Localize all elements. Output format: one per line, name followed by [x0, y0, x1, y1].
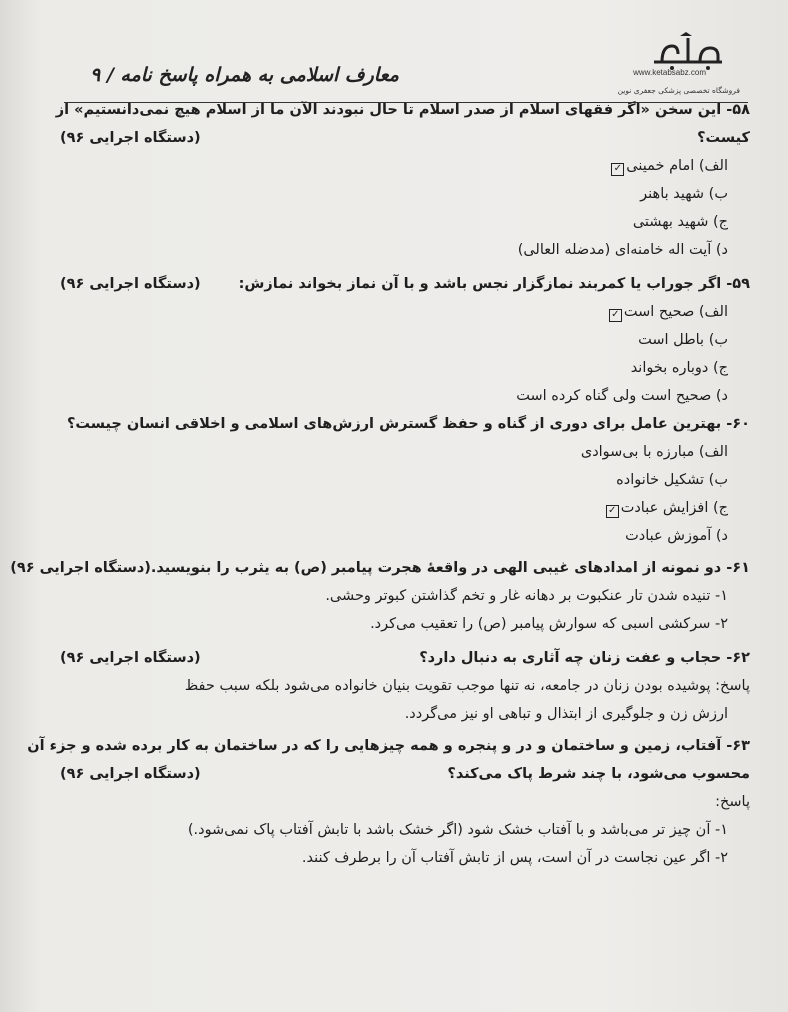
q58-option-b: ب) شهید باهنر [640, 186, 728, 202]
q58-option-d: د) آیت اله خامنه‌ای (مدضله العالی) [517, 242, 728, 258]
q59-option-d: د) صحیح است ولی گناه کرده است [516, 388, 728, 404]
q60-option-d: د) آموزش عبادت [625, 528, 728, 544]
question-63-line-2 [60, 760, 750, 788]
option-label: الف) امام خمینی [626, 158, 728, 174]
question-62 [60, 644, 750, 672]
checkmark-icon: ✓ [609, 309, 622, 322]
question-58-line-2 [60, 124, 750, 152]
question-63-source: (دستگاه اجرایی ۹۶) [60, 766, 201, 782]
question-58-line-1: ۵۸- این سخن «اگر فقهای اسلام از صدر اسلام تا حال نبودند الآن ما از اسلام هیچ نمی‌دانستیم» از [55, 102, 750, 118]
question-59-text: ۵۹- اگر جوراب یا کمربند نمازگزار نجس باشد و با آن نماز بخواند نمازش: [238, 276, 750, 292]
q63-answer-2: ۲- اگر عین نجاست در آن است، پس از تابش آفتاب آن را برطرف کنند. [301, 850, 728, 866]
question-58-text: کیست؟ [697, 130, 750, 146]
option-label: ج) افزایش عبادت [620, 500, 728, 516]
q60-option-b: ب) تشکیل خانواده [616, 472, 728, 488]
q63-answer-label: پاسخ: [715, 794, 750, 810]
logo-emblem-icon [648, 32, 728, 72]
q59-option-c: ج) دوباره بخواند [630, 360, 728, 376]
q61-answer-1: ۱- تنیده شدن تار عنکبوت بر دهانه غار و تخم گذاشتن کبوتر وحشی. [325, 588, 728, 604]
question-59 [60, 270, 750, 298]
question-61-text: ۶۱- دو نمونه از امدادهای غیبی الهی در واقعهٔ هجرت پیامبر (ص) به یثرب را بنویسید.(دستگاه اجرایی ۹۶) [10, 560, 750, 576]
logo-tagline: فروشگاه تخصصی پزشکی جعفری نوین [617, 86, 740, 95]
question-63-text: محسوب می‌شود، با چند شرط پاک می‌کند؟ [447, 766, 750, 782]
option-label: الف) صحیح است [623, 304, 728, 320]
q63-answer-1: ۱- آن چیز تر می‌باشد و با آفتاب خشک شود (اگر خشک باشد با تابش آفتاب پاک نمی‌شود.) [187, 822, 728, 838]
page-content [10, 96, 750, 872]
page-header [40, 20, 758, 100]
q58-option-a [60, 152, 750, 180]
question-58-source: (دستگاه اجرایی ۹۶) [60, 130, 201, 146]
q62-answer-line-2: ارزش زن و جلوگیری از ابتذال و تباهی او نیز می‌گردد. [404, 706, 728, 722]
question-62-text: ۶۲- حجاب و عفت زنان چه آثاری به دنبال دارد؟ [419, 650, 750, 666]
q60-option-a: الف) مبارزه با بی‌سوادی [580, 444, 728, 460]
question-60-text: ۶۰- بهترین عامل برای دوری از گناه و حفظ گسترش ارزش‌های اسلامی و اخلاقی انسان چیست؟ [66, 416, 750, 432]
publisher-logo [617, 28, 740, 95]
q61-answer-2: ۲- سرکشی اسبی که سوارش پیامبر (ص) را تعقیب می‌کرد. [370, 616, 728, 632]
q59-option-a [60, 298, 750, 326]
running-title: معارف اسلامی به همراه پاسخ نامه / ۹ [90, 64, 399, 86]
checkmark-icon: ✓ [611, 163, 624, 176]
checkmark-icon: ✓ [606, 505, 619, 518]
question-63-line-1: ۶۳- آفتاب، زمین و ساختمان و در و پنجره و همه چیزهایی را که در ساختمان به کار برده شده و جزء آن [27, 738, 750, 754]
q60-option-c [60, 494, 750, 522]
question-59-source: (دستگاه اجرایی ۹۶) [60, 276, 201, 292]
q62-answer-line-1: پاسخ: پوشیده بودن زنان در جامعه، نه تنها موجب تقویت بنیان خانواده می‌شود بلکه سبب حفظ [184, 678, 750, 694]
logo-url: www.ketabsabz.com [633, 68, 706, 77]
q59-option-b: ب) باطل است [638, 332, 728, 348]
question-62-source: (دستگاه اجرایی ۹۶) [60, 650, 201, 666]
q58-option-c: ج) شهید بهشتی [632, 214, 728, 230]
